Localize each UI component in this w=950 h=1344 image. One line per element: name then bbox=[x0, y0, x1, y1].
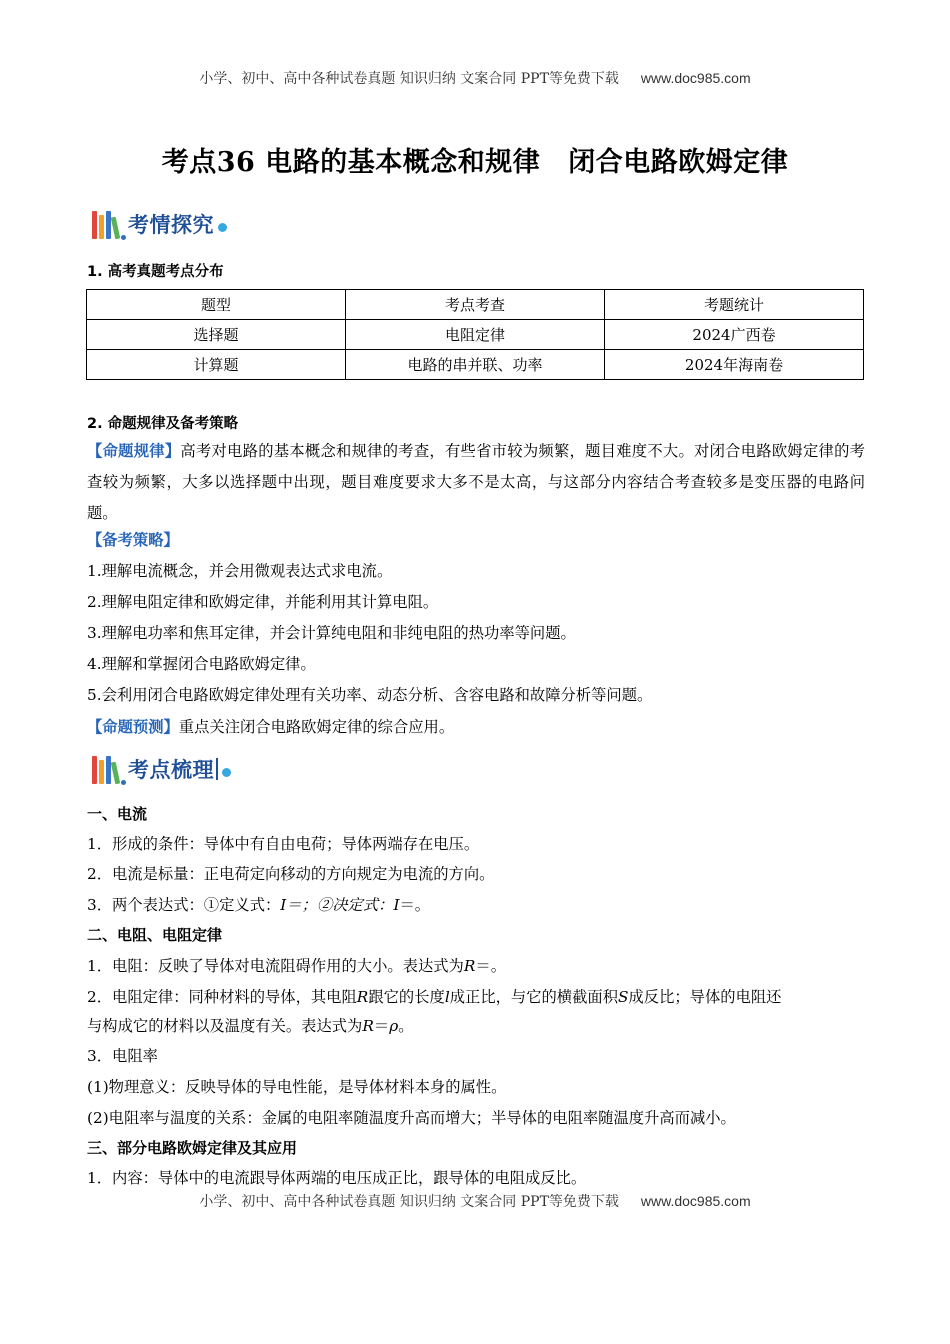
table-cell: 2024年海南卷 bbox=[605, 350, 864, 380]
rule-tag: 【命题规律】 bbox=[87, 442, 181, 460]
banner-label: 考点梳理 bbox=[128, 758, 214, 782]
table-row bbox=[87, 350, 864, 380]
books-icon bbox=[92, 754, 120, 784]
page-footer bbox=[0, 1191, 950, 1211]
part-heading: 三、部分电路欧姆定律及其应用 bbox=[87, 1139, 298, 1157]
strategy-item: 3.理解电功率和焦耳定律，并会计算纯电阻和非纯电阻的热功率等问题。 bbox=[87, 624, 576, 642]
text-line bbox=[87, 985, 877, 1007]
strategy-item: 2.理解电阻定律和欧姆定律，并能利用其计算电阻。 bbox=[87, 593, 439, 611]
table-cell: 选择题 bbox=[87, 320, 346, 350]
text-line: 2．电流是标量：正电荷定向移动的方向规定为电流的方向。 bbox=[87, 865, 495, 883]
text-line bbox=[87, 1014, 877, 1036]
table-cell: 电路的串并联、功率 bbox=[346, 350, 605, 380]
strategy-tag: 【备考策略】 bbox=[87, 531, 179, 549]
banner-label: 考情探究 bbox=[128, 213, 214, 237]
dot-icon bbox=[218, 223, 227, 232]
symbol: I bbox=[393, 896, 400, 914]
title-right: 闭合电路欧姆定律 bbox=[568, 147, 789, 178]
strategy-item: 5.会利用闭合电路欧姆定律处理有关功率、动态分析、含容电路和故障分析等问题。 bbox=[87, 686, 653, 704]
text-span: 。 bbox=[398, 1017, 414, 1035]
banner-exam-analysis bbox=[92, 206, 227, 242]
text-span: ＝。 bbox=[399, 896, 431, 914]
text-line: 1．形成的条件：导体中有自由电荷；导体两端存在电压。 bbox=[87, 835, 480, 853]
header-text: 小学、初中、高中各种试卷真题 知识归纳 文案合同 PPT等免费下载 bbox=[199, 71, 619, 87]
text-span: ＝ bbox=[373, 1017, 390, 1035]
text-line: 1．内容：导体中的电流跟导体两端的电压成正比，跟导体的电阻成反比。 bbox=[87, 1169, 587, 1187]
strategy-item: 4.理解和掌握闭合电路欧姆定律。 bbox=[87, 655, 316, 673]
text-line bbox=[87, 954, 877, 976]
section-heading: 1. 高考真题考点分布 bbox=[87, 264, 224, 280]
dot-icon bbox=[222, 768, 231, 777]
text-line: 3．电阻率 bbox=[87, 1047, 158, 1065]
rule-paragraph bbox=[87, 436, 865, 529]
text-span: 3．两个表达式：①定义式： bbox=[87, 896, 281, 914]
table-header-row bbox=[87, 290, 864, 320]
dot-icon bbox=[121, 780, 126, 785]
table-row bbox=[87, 320, 864, 350]
page-title bbox=[0, 140, 950, 179]
table-header: 考点考查 bbox=[346, 290, 605, 320]
text-span: 跟它的长度 bbox=[368, 988, 445, 1006]
title-left: 考点36 电路的基本概念和规律 bbox=[161, 147, 541, 178]
forecast-line bbox=[87, 715, 877, 737]
text-line: (1)物理意义：反映导体的导电性能，是导体材料本身的属性。 bbox=[87, 1078, 507, 1096]
forecast-tag: 【命题预测】 bbox=[87, 718, 179, 736]
table-cell: 计算题 bbox=[87, 350, 346, 380]
text-line bbox=[87, 893, 877, 915]
text-span: 与构成它的材料以及温度有关。表达式为 bbox=[87, 1017, 363, 1035]
text-span: ＝。 bbox=[475, 957, 506, 975]
section-heading: 2. 命题规律及备考策略 bbox=[87, 416, 239, 432]
books-icon bbox=[92, 209, 120, 239]
text-span: 1．电阻：反映了导体对电流阻碍作用的大小。表达式为 bbox=[87, 957, 464, 975]
symbol: S bbox=[618, 988, 629, 1006]
header-url[interactable]: www.doc985.com bbox=[640, 70, 751, 86]
page-header bbox=[0, 68, 950, 88]
symbol: l bbox=[444, 988, 450, 1006]
symbol: R bbox=[362, 1017, 374, 1035]
text-line: (2)电阻率与温度的关系：金属的电阻率随温度升高而增大；半导体的电阻率随温度升高而减小。 bbox=[87, 1109, 736, 1127]
text-span: ＝；②决定式： bbox=[286, 896, 394, 914]
footer-url[interactable]: www.doc985.com bbox=[640, 1193, 751, 1209]
text-span: 2．电阻定律：同种材料的导体，其电阻 bbox=[87, 988, 357, 1006]
symbol: I bbox=[280, 896, 287, 914]
forecast-text: 重点关注闭合电路欧姆定律的综合应用。 bbox=[178, 718, 455, 736]
part-heading: 二、电阻、电阻定律 bbox=[87, 926, 223, 944]
table-cell: 电阻定律 bbox=[346, 320, 605, 350]
symbol: R bbox=[463, 957, 476, 975]
footer-text: 小学、初中、高中各种试卷真题 知识归纳 文案合同 PPT等免费下载 bbox=[199, 1194, 619, 1210]
text-span: 成反比；导体的电阻还 bbox=[628, 988, 782, 1006]
table-header: 题型 bbox=[87, 290, 346, 320]
table-cell: 2024广西卷 bbox=[605, 320, 864, 350]
strategy-tag-line bbox=[87, 528, 877, 550]
symbol: ρ bbox=[389, 1017, 399, 1035]
exam-distribution-table bbox=[86, 289, 864, 380]
symbol: R bbox=[356, 988, 369, 1006]
rule-text: 高考对电路的基本概念和规律的考查，有些省市较为频繁，题目难度不大。对闭合电路欧姆定律的考查较为频繁，大多以选择题中出现，题目难度要求大多不是太高，与这部分内容结合考查较多是变压器的电路问题。 bbox=[87, 442, 865, 522]
dot-icon bbox=[121, 235, 126, 240]
banner-key-points bbox=[92, 751, 231, 787]
table-header: 考题统计 bbox=[605, 290, 864, 320]
strategy-item: 1.理解电流概念，并会用微观表达式求电流。 bbox=[87, 562, 393, 580]
cursor-icon bbox=[216, 758, 218, 780]
part-heading: 一、电流 bbox=[87, 805, 148, 823]
text-span: 成正比，与它的横截面积 bbox=[449, 988, 618, 1006]
